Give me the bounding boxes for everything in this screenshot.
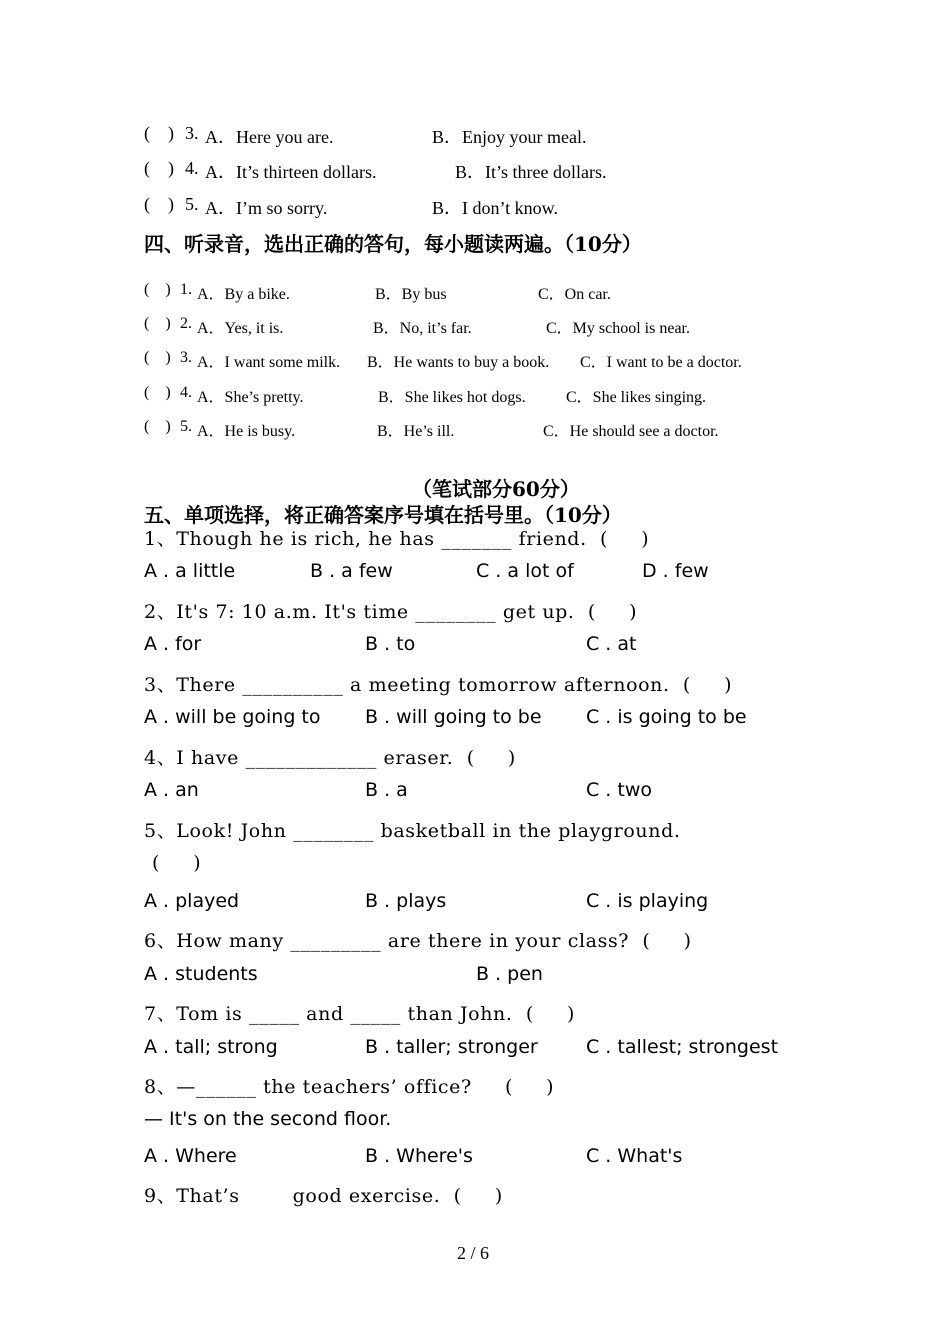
s4-item-4-paren: ( ) — [144, 384, 171, 401]
top-item-5-option-a: A．I’m so sorry. — [205, 198, 328, 218]
s4-item-4-option-a: A．She’s pretty. — [197, 389, 304, 406]
s4-item-3-option-c: C．I want to be a doctor. — [580, 354, 742, 371]
question-3-option-b: B . will going to be — [365, 706, 542, 728]
s4-item-2-option-a: A．Yes, it is. — [197, 320, 284, 337]
question-2-stem: 2、It's 7: 10 a.m. It's time ________ get up. ( ) — [144, 601, 638, 623]
question-4-option-a: A . an — [144, 779, 199, 801]
s4-item-4-option-b: B．She likes hot dogs. — [378, 389, 526, 406]
question-5-option-a: A . played — [144, 890, 240, 912]
s4-item-2-option-c: C．My school is near. — [546, 320, 690, 337]
section5-heading: 五、单项选择，将正确答案序号填在括号里。（10分） — [144, 503, 622, 527]
question-3-option-c: C . is going to be — [586, 706, 747, 728]
question-1-option-b: B . a few — [310, 560, 393, 582]
s4-item-1-paren: ( ) — [144, 281, 171, 298]
question-9-stem: 9、That’s good exercise. ( ) — [144, 1185, 503, 1207]
question-2-option-a: A . for — [144, 633, 202, 655]
s4-item-1-option-b: B．By bus — [375, 286, 447, 303]
s4-item-5-option-a: A．He is busy. — [197, 423, 296, 440]
s4-item-1-number: 1. — [180, 281, 192, 298]
s4-item-2-number: 2. — [180, 315, 192, 332]
s4-item-5-paren: ( ) — [144, 418, 171, 435]
top-item-5-paren: ( ) — [144, 194, 174, 214]
question-4-option-b: B . a — [365, 779, 408, 801]
question-7-option-b: B . taller; stronger — [365, 1036, 538, 1058]
top-item-5-number: 5. — [185, 194, 199, 214]
question-3-option-a: A . will be going to — [144, 706, 321, 728]
s4-item-1-option-c: C．On car. — [538, 286, 611, 303]
question-5-option-b: B . plays — [365, 890, 447, 912]
s4-item-5-number: 5. — [180, 418, 192, 435]
page-number: 2 / 6 — [457, 1243, 490, 1263]
question-1-stem: 1、Though he is rich, he has _______ friend. ( ) — [144, 528, 650, 550]
question-6-option-b: B . pen — [476, 963, 543, 985]
written-part-title: （笔试部分60分） — [412, 477, 580, 501]
s4-item-4-number: 4. — [180, 384, 192, 401]
top-item-3-number: 3. — [185, 123, 199, 143]
question-5-answer-paren: ( ) — [152, 852, 202, 874]
question-5-stem: 5、Look! John ________ basketball in the playground. — [144, 820, 681, 842]
question-3-stem: 3、There __________ a meeting tomorrow afternoon. ( ) — [144, 674, 733, 696]
top-item-4-number: 4. — [185, 158, 199, 178]
question-2-option-c: C . at — [586, 633, 637, 655]
question-6-option-a: A . students — [144, 963, 258, 985]
top-item-5-option-b: B．I don’t know. — [432, 198, 558, 218]
s4-item-3-number: 3. — [180, 349, 192, 366]
question-8-option-c: C . What's — [586, 1145, 683, 1167]
s4-item-3-option-b: B．He wants to buy a book. — [367, 354, 550, 371]
question-7-option-c: C . tallest; strongest — [586, 1036, 779, 1058]
s4-item-2-option-b: B．No, it’s far. — [373, 320, 472, 337]
top-item-3-option-a: A．Here you are. — [205, 127, 334, 147]
question-5-option-c: C . is playing — [586, 890, 709, 912]
question-4-option-c: C . two — [586, 779, 652, 801]
question-8-option-b: B . Where's — [365, 1145, 473, 1167]
question-6-stem: 6、How many _________ are there in your class? ( ) — [144, 930, 692, 952]
question-1-option-a: A . a little — [144, 560, 236, 582]
question-1-option-c: C . a lot of — [476, 560, 574, 582]
question-2-option-b: B . to — [365, 633, 416, 655]
s4-item-3-option-a: A．I want some milk. — [197, 354, 341, 371]
s4-item-5-option-c: C．He should see a doctor. — [543, 423, 719, 440]
question-7-stem: 7、Tom is _____ and _____ than John. ( ) — [144, 1003, 576, 1025]
s4-item-2-paren: ( ) — [144, 315, 171, 332]
question-8-option-a: A . Where — [144, 1145, 237, 1167]
question-1-option-d: D . few — [642, 560, 709, 582]
question-7-option-a: A . tall; strong — [144, 1036, 278, 1058]
top-item-4-option-b: B．It’s three dollars. — [455, 162, 607, 182]
s4-item-4-option-c: C．She likes singing. — [566, 389, 707, 406]
question-8-reply: — It's on the second floor. — [144, 1108, 392, 1130]
question-4-stem: 4、I have _____________ eraser. ( ) — [144, 747, 516, 769]
s4-item-5-option-b: B．He’s ill. — [377, 423, 455, 440]
top-item-3-option-b: B．Enjoy your meal. — [432, 127, 587, 147]
section4-heading: 四、听录音，选出正确的答句，每小题读两遍。（10分） — [144, 232, 642, 256]
top-item-4-option-a: A．It’s thirteen dollars. — [205, 162, 377, 182]
s4-item-1-option-a: A．By a bike. — [197, 286, 290, 303]
top-item-4-paren: ( ) — [144, 158, 174, 178]
question-8-stem: 8、—______ the teachers’ office? ( ) — [144, 1076, 555, 1098]
s4-item-3-paren: ( ) — [144, 349, 171, 366]
top-item-3-paren: ( ) — [144, 123, 174, 143]
